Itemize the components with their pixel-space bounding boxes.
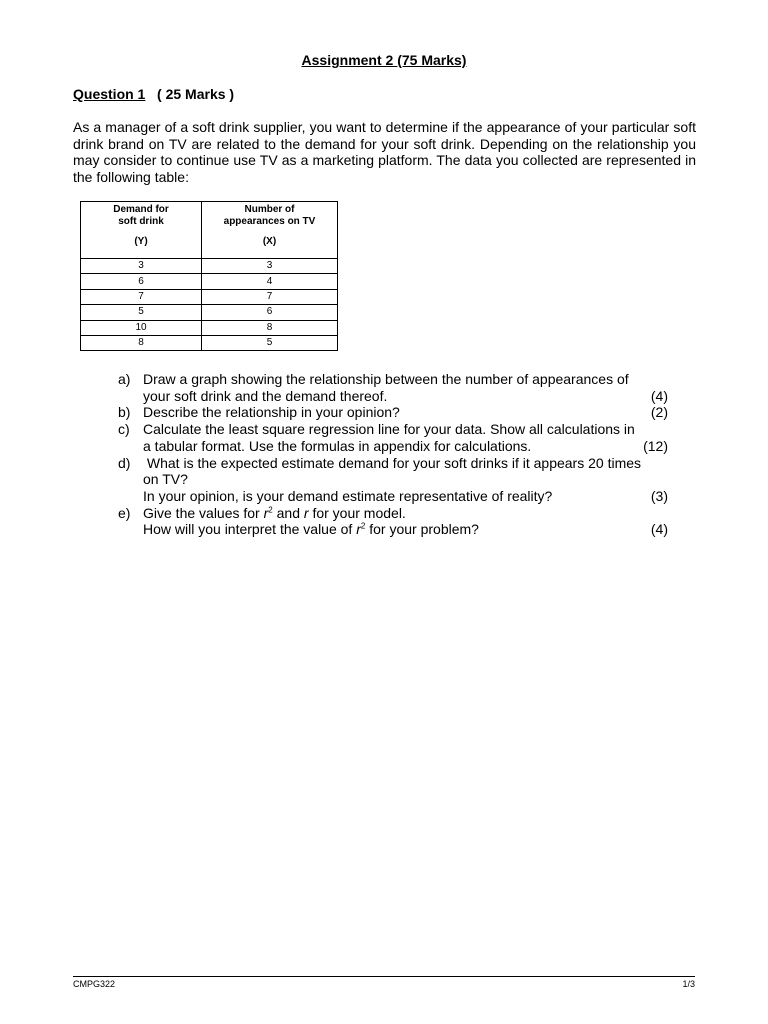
data-table	[80, 201, 338, 351]
cell-y: 7	[81, 289, 202, 304]
table-row	[81, 289, 338, 304]
question-item-b	[118, 404, 688, 421]
item-d-line1: What is the expected estimate demand for your soft drinks if it appears 20 times	[143, 454, 642, 471]
cell-x: 3	[202, 259, 338, 274]
cell-x: 6	[202, 305, 338, 320]
cell-y: 6	[81, 274, 202, 289]
item-e-text: How will you interpret the value of	[143, 521, 357, 538]
superscript-2: 2	[360, 521, 366, 531]
item-e-text: for your problem?	[365, 521, 479, 538]
item-a-marks: (4)	[650, 387, 668, 404]
item-letter: e)	[118, 504, 131, 521]
footer-page-number: 1/3	[682, 979, 695, 989]
question-label: Question 1	[73, 86, 146, 102]
header-demand	[81, 202, 202, 259]
cell-y: 8	[81, 335, 202, 350]
item-e-line1	[143, 505, 688, 522]
item-letter: d)	[118, 454, 131, 471]
item-b-line1: Describe the relationship in your opinion?	[143, 404, 400, 421]
question-list	[118, 371, 688, 538]
item-d-line2: on TV?	[143, 471, 188, 488]
header-appearances	[202, 202, 338, 259]
item-letter: b)	[118, 404, 131, 421]
table-row	[81, 320, 338, 335]
question-marks: ( 25 Marks )	[157, 86, 235, 102]
r-symbol: r	[303, 504, 309, 521]
item-e-text: Give the values for	[143, 504, 264, 521]
item-c-marks: (12)	[643, 437, 668, 454]
r-symbol: r	[263, 504, 269, 521]
item-a-line1: Draw a graph showing the relationship between the number of appearances of	[143, 371, 629, 387]
item-letter: c)	[118, 421, 130, 438]
question-item-e	[118, 505, 688, 538]
footer-divider	[73, 976, 695, 977]
cell-x: 8	[202, 320, 338, 335]
item-a-line2: your soft drink and the demand thereof.	[143, 387, 388, 404]
cell-x: 4	[202, 274, 338, 289]
item-d-marks: (3)	[650, 487, 668, 504]
cell-x: 5	[202, 335, 338, 350]
table-row	[81, 335, 338, 350]
table-header-row	[81, 202, 338, 259]
header-appearances-line2: appearances on TV	[223, 216, 316, 227]
cell-y: 3	[81, 259, 202, 274]
superscript-2: 2	[268, 504, 273, 514]
cell-y: 10	[81, 320, 202, 335]
footer-course-code: CMPG322	[73, 979, 116, 989]
question-item-d	[118, 455, 688, 505]
assignment-title: Assignment 2 (75 Marks)	[301, 52, 467, 68]
r-symbol: r	[356, 521, 361, 538]
item-e-text: and	[272, 504, 304, 521]
header-demand-line2: soft drink	[118, 216, 164, 227]
item-e-text: for your model.	[308, 504, 406, 521]
item-letter: a)	[118, 371, 131, 387]
cell-x: 7	[202, 289, 338, 304]
cell-y: 5	[81, 305, 202, 320]
header-demand-symbol: (Y)	[134, 236, 148, 247]
question-item-a	[118, 371, 688, 404]
header-appearances-symbol: (X)	[262, 236, 277, 247]
header-appearances-line1: Number of	[244, 204, 295, 215]
table-row	[81, 274, 338, 289]
table-row	[81, 305, 338, 320]
item-c-line2: a tabular format. Use the formulas in appendix for calculations.	[143, 437, 532, 454]
question-heading	[73, 86, 234, 102]
question-item-c	[118, 421, 688, 454]
item-e-marks: (4)	[650, 521, 668, 538]
item-c-line1: Calculate the least square regression line for your data. Show all calculations in	[143, 421, 635, 438]
intro-paragraph: As a manager of a soft drink supplier, you want to determine if the appearance of your particular soft drink brand on TV are related to the demand for your soft drink. Depending on the relationship you may consider to continue use TV as a marketing platform. The data you collected are represented in the following table:	[73, 119, 696, 186]
header-demand-line1: Demand for	[113, 204, 169, 215]
table-row	[81, 259, 338, 274]
item-e-line2	[143, 521, 479, 538]
item-b-marks: (2)	[650, 404, 668, 421]
item-d-line3: In your opinion, is your demand estimate representative of reality?	[143, 487, 553, 504]
